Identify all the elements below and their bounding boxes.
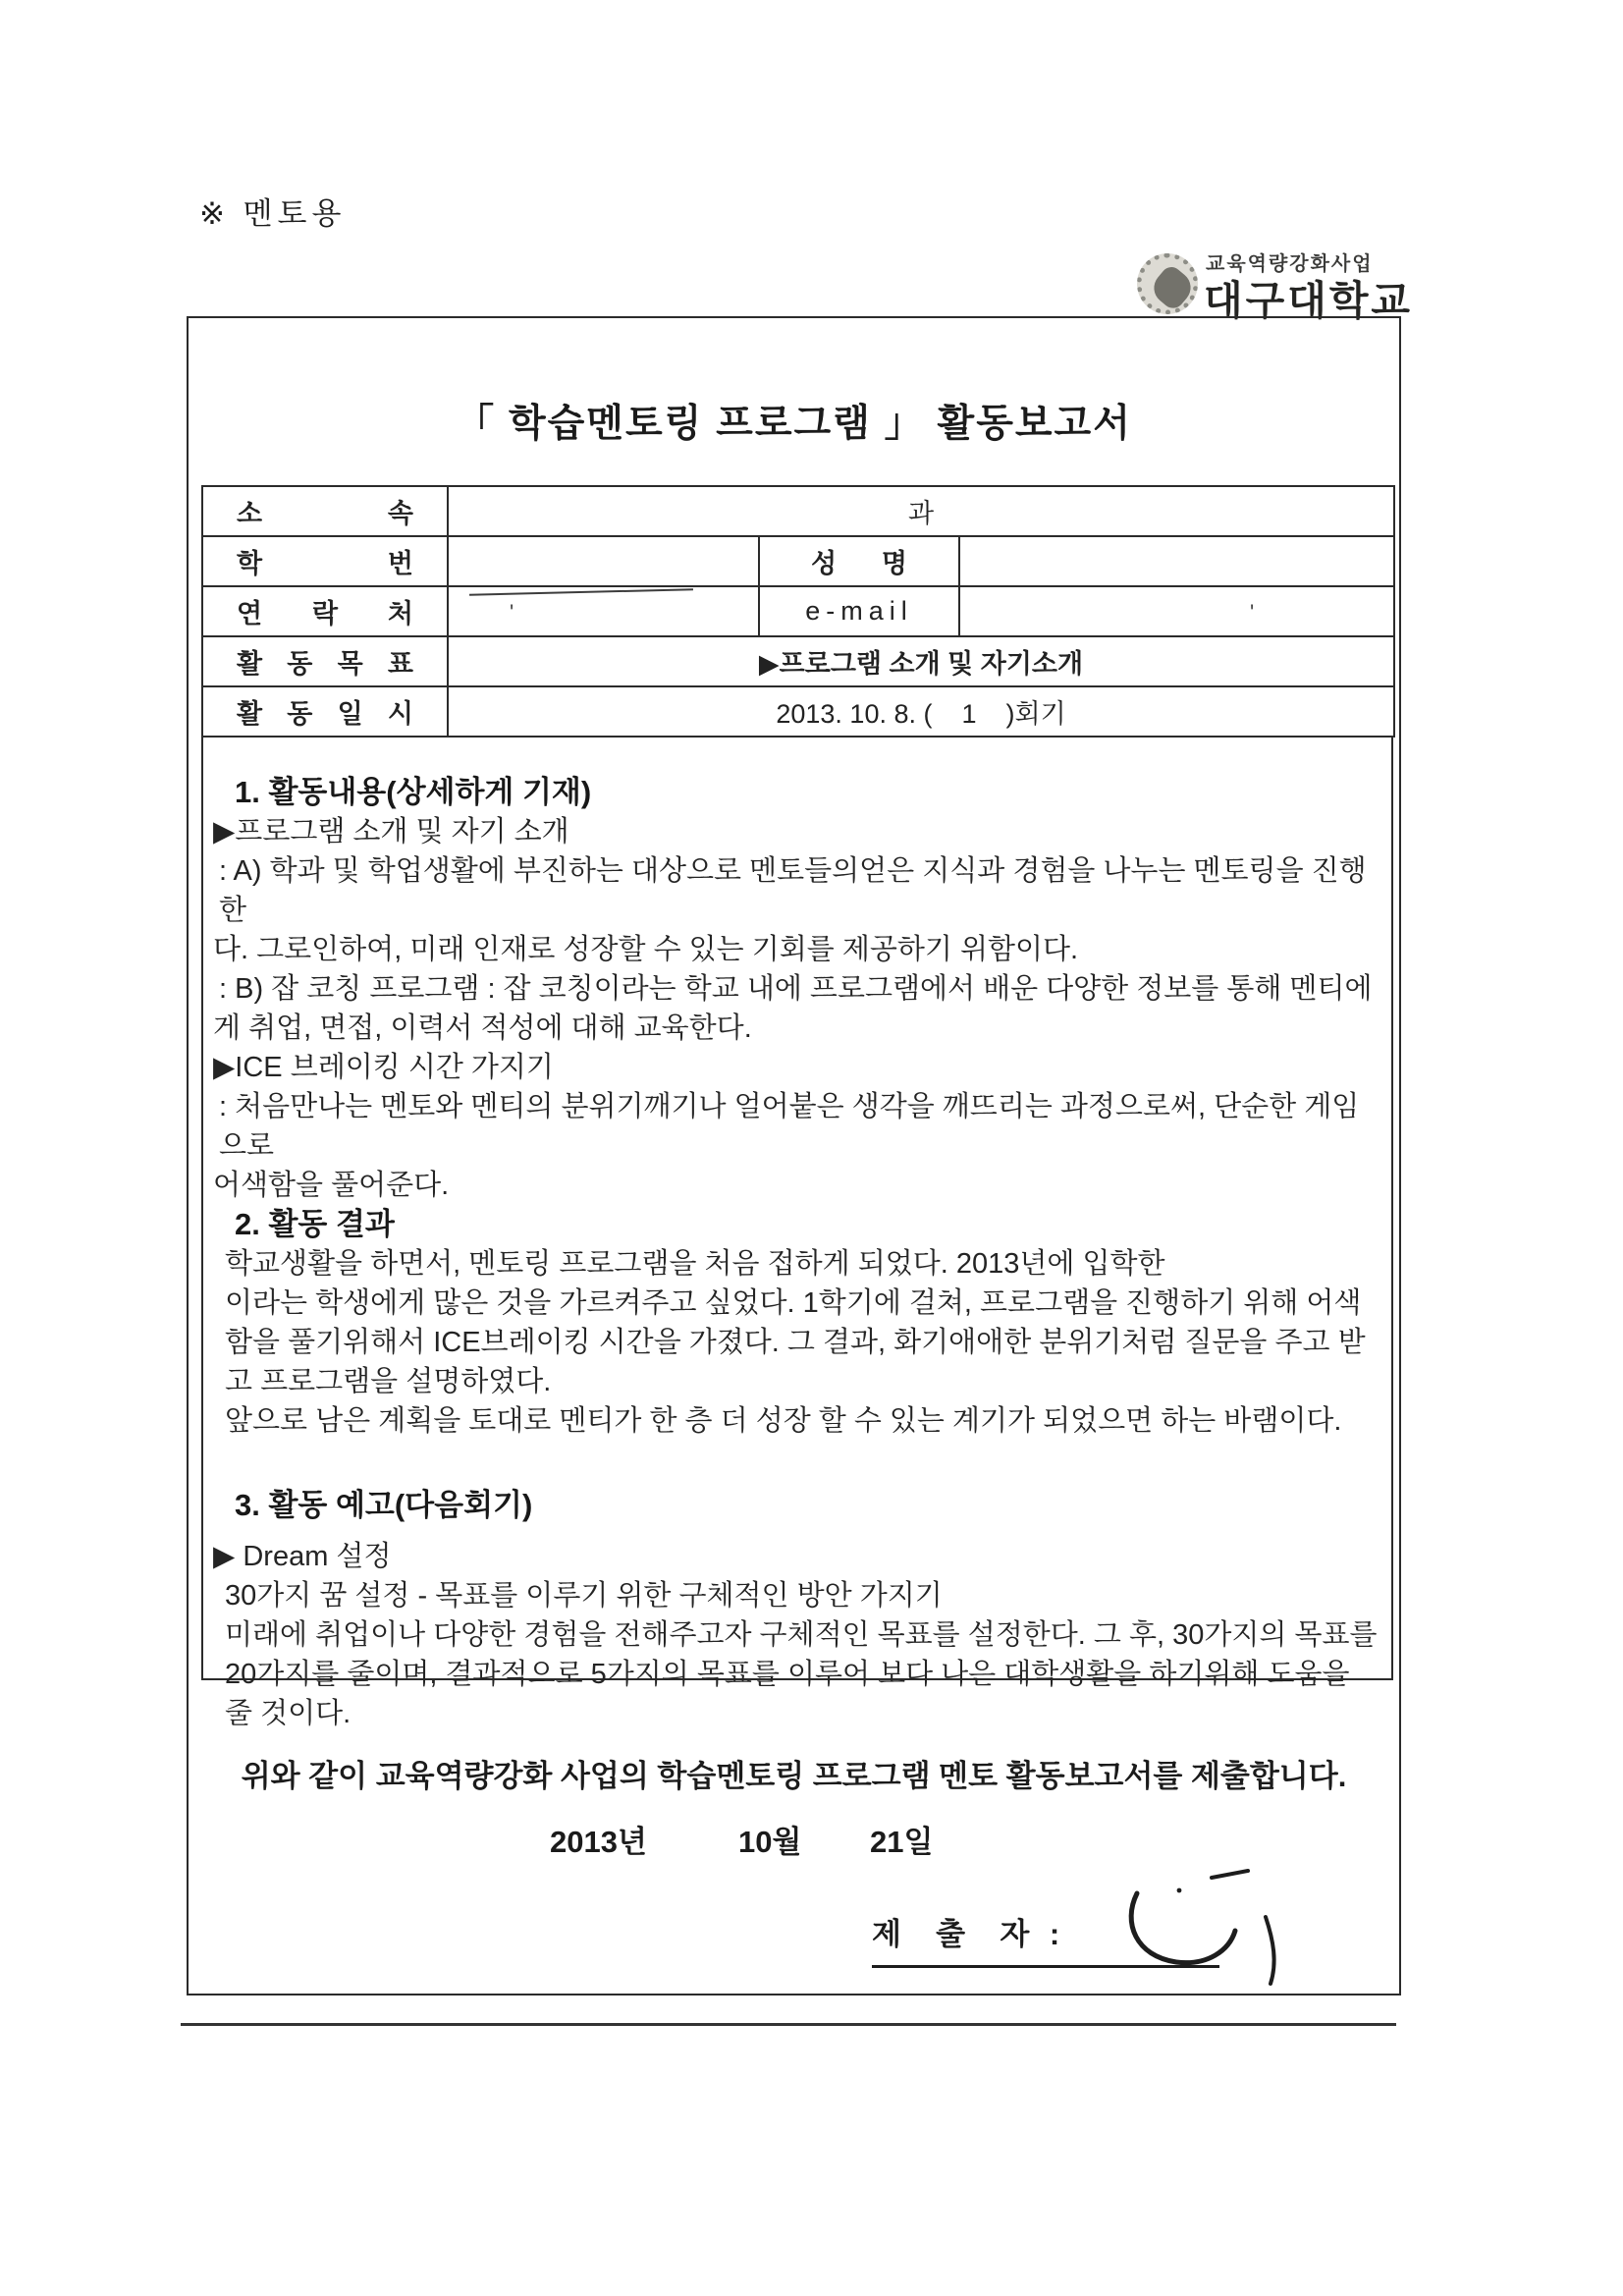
text-line: 다. 그로인하여, 미래 인재로 성장할 수 있는 기회를 제공하기 위함이다. [213,934,1079,965]
activity-datetime-value: 2013. 10. 8. ( 1 )회기 [448,686,1394,737]
corner-note: ※ 멘토용 [199,196,347,231]
text-line: 게 취업, 면접, 이력서 적성에 대해 교육한다. [213,1012,752,1044]
submitter-label: 제 출 자 : [872,1917,1066,1951]
submission-date-year: 2013년 [550,1825,647,1859]
submission-date-day: 21일 [870,1825,934,1859]
content-box [201,736,1393,1729]
student-id-value [448,536,759,586]
page-bottom-divider [181,2023,1396,2026]
text-line: 함을 풀기위해서 ICE브레이킹 시간을 가졌다. 그 결과, 화기애애한 분위기처럼 질문을 주고 받 [225,1327,1366,1358]
row-contact [202,586,1394,636]
submission-date-month: 10월 [738,1825,802,1859]
activity-datetime-label: 활 동 일 시 [202,686,448,737]
seal-core-icon [1148,263,1198,313]
info-table [201,485,1395,738]
section1-heading: 1. 활동내용(상세하게 기재) [235,775,592,809]
text-line: 학교생활을 하면서, 멘토링 프로그램을 처음 접하게 되었다. 2013년에 입학한 [225,1248,1165,1280]
text-line: 이라는 학생에게 많은 것을 가르켜주고 싶었다. 1학기에 걸쳐, 프로그램을 진행하기 위해 어색 [225,1287,1362,1319]
document-title: 「 학습멘토링 프로그램 」 활동보고서 [456,403,1132,445]
name-label: 성 명 [759,536,959,586]
email-value [959,586,1394,636]
text-line: : A) 학과 및 학업생활에 부진하는 대상으로 멘토들의얻은 지식과 경험을 나누는 멘토링을 진행한 [219,855,1367,926]
name-value [959,536,1394,586]
text-line: ▶프로그램 소개 및 자기 소개 [213,816,569,847]
activity-goal-value: ▶프로그램 소개 및 자기소개 [448,636,1394,686]
university-seal-icon [1137,253,1198,314]
text-line: 고 프로그램을 설명하였다. [225,1366,552,1397]
section2-heading: 2. 활동 결과 [235,1207,395,1241]
text-line: 30가지 꿈 설정 - 목표를 이루기 위한 구체적인 방안 가지기 [225,1580,943,1612]
student-id-label: 학 번 [202,536,448,586]
scan-mark: ' [510,600,514,625]
logo-university-name: 대구대학교 [1204,278,1414,323]
activity-goal-label: 활 동 목 표 [202,636,448,686]
affiliation-label: 소 속 [202,486,448,536]
text-line: 어색함을 풀어준다. [213,1170,450,1201]
text-line: 20가지를 줄이며, 결과적으로 5가지의 목표를 이루어 보다 나은 대학생활을 하기위해 도움을 [225,1659,1350,1690]
section3-heading: 3. 활동 예고(다음회기) [235,1488,533,1522]
text-line: 줄 것이다. [225,1698,352,1729]
row-affiliation [202,486,1394,536]
affiliation-value: 과 [448,486,1394,536]
row-activity-goal [202,636,1394,686]
email-label: e-mail [759,586,959,636]
form-area [201,485,1393,1729]
text-line: ▶ICE 브레이킹 시간 가지기 [213,1052,554,1083]
text-line: 미래에 취업이나 다양한 경험을 전해주고자 구체적인 목표를 설정한다. 그 후, 30가지의 목표를 [225,1619,1378,1651]
row-student-id [202,536,1394,586]
submission-statement: 위와 같이 교육역량강화 사업의 학습멘토링 프로그램 멘토 활동보고서를 제출합니다. [241,1759,1347,1793]
row-activity-datetime [202,686,1394,737]
logo-program-name: 교육역량강화사업 [1206,253,1374,275]
scan-mark: ' [1250,600,1255,625]
contact-label: 연 락 처 [202,586,448,636]
signature-scribble [1117,1862,1306,1988]
text-line: : B) 잡 코칭 프로그램 : 잡 코칭이라는 학교 내에 프로그램에서 배운 다양한 정보를 통해 멘티에 [219,973,1373,1005]
text-line: ▶ Dream 설정 [213,1541,392,1572]
text-line: : 처음만나는 멘토와 멘티의 분위기깨기나 얼어붙은 생각을 깨뜨리는 과정으로써, 단순한 게임으로 [219,1091,1360,1162]
text-line: 앞으로 남은 계획을 토대로 멘티가 한 층 더 성장 할 수 있는 계기가 되었으면 하는 바램이다. [225,1405,1342,1437]
